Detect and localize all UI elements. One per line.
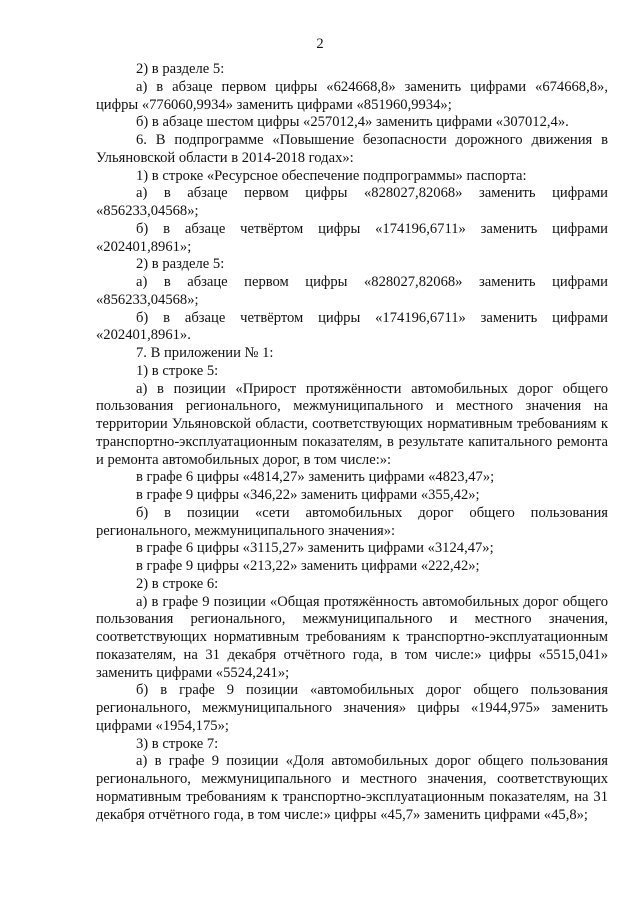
paragraph: 1) в строке 5:	[136, 362, 219, 379]
paragraph: а) в абзаце первом цифры «828027,82068» заменить цифрами «856233,04568»;	[96, 185, 608, 219]
paragraph: б) в абзаце четвёртом цифры «174196,6711» заменить цифрами «202401,8961».	[96, 309, 608, 344]
paragraph: б) в абзаце шестом цифры «257012,4» заменить цифрами «307012,4».	[136, 114, 569, 131]
paragraph: 2) в строке 6:	[136, 575, 219, 592]
paragraph: 7. В приложении № 1:	[136, 345, 274, 361]
paragraph: б) в позиции «сети автомобильных дорог общего пользования регионального, межмуниципального значения»:	[96, 504, 608, 539]
paragraph: а) в графе 9 позиции «Общая протяжённость автомобильных дорог общего пользования регионального, межмуниципального и местного значения, соответствующих нормативным требованиям к транспортно-эксплуатационным показателям, на 31 декабря отчётного года, в том числе:» цифры «5515,041» заменить цифрами «5524,241»;	[96, 593, 608, 681]
paragraph: 3) в строке 7:	[136, 735, 219, 752]
paragraph: 1) в строке «Ресурсное обеспечение подпрограммы» паспорта:	[136, 167, 527, 184]
paragraph: 2) в разделе 5:	[136, 256, 225, 273]
paragraph: а) в абзаце первом цифры «624668,8» заменить цифрами «674668,8», цифры «776060,9934» заменить цифрами «851960,9934»;	[96, 78, 608, 113]
paragraph: 2) в разделе 5:	[136, 61, 225, 77]
paragraph: в графе 9 цифры «213,22» заменить цифрами «222,42»;	[136, 558, 480, 574]
paragraph: в графе 6 цифры «4814,27» заменить цифрами «4823,47»;	[136, 469, 495, 486]
paragraph: в графе 6 цифры «3115,27» заменить цифрами «3124,47»;	[136, 540, 494, 557]
paragraph: б) в графе 9 позиции «автомобильных дорог общего пользования регионального, межмуниципального значения» цифры «1944,975» заменить цифрами «1954,175»;	[96, 682, 608, 734]
paragraph: 6. В подпрограмме «Повышение безопасности дорожного движения в Ульяновской области в 2014-2018 годах»:	[96, 132, 608, 166]
document-body	[96, 61, 608, 824]
paragraph: в графе 9 цифры «346,22» заменить цифрами «355,42»;	[136, 487, 480, 503]
paragraph: а) в графе 9 позиции «Доля автомобильных дорог общего пользования регионального, межмуниципального и местного значения, соответствующих нормативным требованиям к транспортно-эксплуатационным показателям, на 31 декабря отчётного года, в том числе:» цифры «45,7» заменить цифрами «45,8»;	[96, 753, 608, 823]
paragraph: а) в позиции «Прирост протяжённости автомобильных дорог общего пользования регионального, межмуниципального и местного значения на территории Ульяновской области, соответствующих нормативным требованиям к транспортно-эксплуатационным показателям, в результате капитального ремонта и ремонта автомобильных дорог, в том числе:»:	[96, 380, 608, 468]
page-number: 2	[316, 36, 324, 52]
paragraph: б) в абзаце четвёртом цифры «174196,6711» заменить цифрами «202401,8961»;	[96, 220, 608, 255]
paragraph: а) в абзаце первом цифры «828027,82068» заменить цифрами «856233,04568»;	[96, 274, 608, 308]
